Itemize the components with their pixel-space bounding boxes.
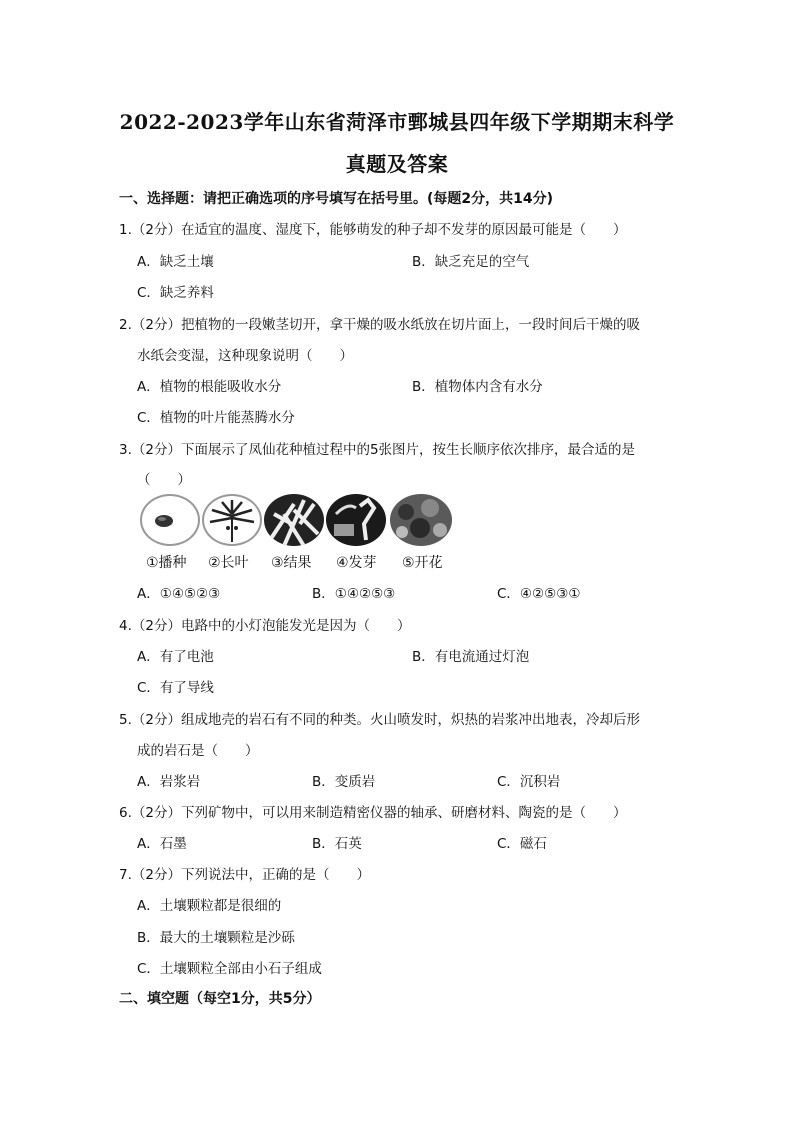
question-4-option-a: A．有了电池	[137, 649, 214, 665]
fruit-image	[264, 494, 324, 546]
figure-caption-4: ④发芽	[336, 555, 377, 571]
question-1-option-c: C．缺乏养料	[137, 285, 214, 301]
section-heading-fill-in: 二、填空题（每空1分，共5分）	[119, 991, 321, 1007]
question-4-stem: 4.（2分）电路中的小灯泡能发光是因为（ ）	[119, 618, 411, 634]
question-4-option-c: C．有了导线	[137, 680, 214, 696]
question-6-option-b: B．石英	[312, 836, 362, 852]
flower-image	[390, 494, 452, 546]
question-5-option-a: A．岩浆岩	[137, 774, 201, 790]
question-2-stem-line1: 2.（2分）把植物的一段嫩茎切开，拿干燥的吸水纸放在切片面上，一段时间后干燥的吸	[119, 317, 640, 333]
question-5-option-c: C．沉积岩	[497, 774, 561, 790]
question-6-option-c: C．磁石	[497, 836, 547, 852]
question-3-stem-line1: 3.（2分）下面展示了凤仙花种植过程中的5张图片，按生长顺序依次排序，最合适的是	[119, 442, 636, 458]
seed-image	[140, 494, 200, 546]
question-2-option-c: C．植物的叶片能蒸腾水分	[137, 410, 295, 426]
question-3-option-a: A．①④⑤②③	[137, 586, 221, 602]
leaves-image	[202, 494, 262, 546]
question-3-figures	[140, 494, 460, 574]
question-7-option-b: B．最大的土壤颗粒是沙砾	[137, 930, 295, 946]
section-heading-multiple-choice: 一、选择题：请把正确选项的序号填写在括号里。(每题2分，共14分)	[119, 191, 554, 207]
question-6-stem: 6.（2分）下列矿物中，可以用来制造精密仪器的轴承、研磨材料、陶瓷的是（ ）	[119, 805, 627, 821]
question-3-option-b: B．①④②⑤③	[312, 586, 396, 602]
figure-caption-3: ③结果	[271, 555, 312, 571]
figure-caption-1: ①播种	[146, 555, 187, 571]
question-4-option-b: B．有电流通过灯泡	[412, 649, 530, 665]
question-2-option-a: A．植物的根能吸收水分	[137, 379, 282, 395]
sprout-image	[326, 494, 386, 546]
figure-caption-2: ②长叶	[208, 555, 249, 571]
figure-caption-5: ⑤开花	[402, 555, 443, 571]
question-7-stem: 7.（2分）下列说法中，正确的是（ ）	[119, 867, 370, 883]
document-title-line1: 2022-2023学年山东省菏泽市鄄城县四年级下学期期末科学	[119, 110, 675, 134]
question-2-option-b: B．植物体内含有水分	[412, 379, 543, 395]
question-5-option-b: B．变质岩	[312, 774, 376, 790]
question-5-stem-line1: 5.（2分）组成地壳的岩石有不同的种类。火山喷发时，炽热的岩浆冲出地表，冷却后形	[119, 712, 640, 728]
question-1-stem: 1.（2分）在适宜的温度、湿度下，能够萌发的种子却不发芽的原因最可能是（ ）	[119, 222, 627, 238]
question-2-stem-line2: 水纸会变湿，这种现象说明（ ）	[137, 348, 353, 364]
question-3-option-c: C．④②⑤③①	[497, 586, 581, 602]
question-5-stem-line2: 成的岩石是（ ）	[137, 743, 259, 759]
question-1-option-a: A．缺乏土壤	[137, 254, 214, 270]
question-1-option-b: B．缺乏充足的空气	[412, 254, 530, 270]
question-7-option-a: A．土壤颗粒都是很细的	[137, 898, 282, 914]
question-3-stem-line2: （ ）	[137, 472, 191, 488]
question-6-option-a: A．石墨	[137, 836, 187, 852]
question-7-option-c: C．土壤颗粒全部由小石子组成	[137, 961, 322, 977]
document-title-line2: 真题及答案	[345, 152, 449, 176]
